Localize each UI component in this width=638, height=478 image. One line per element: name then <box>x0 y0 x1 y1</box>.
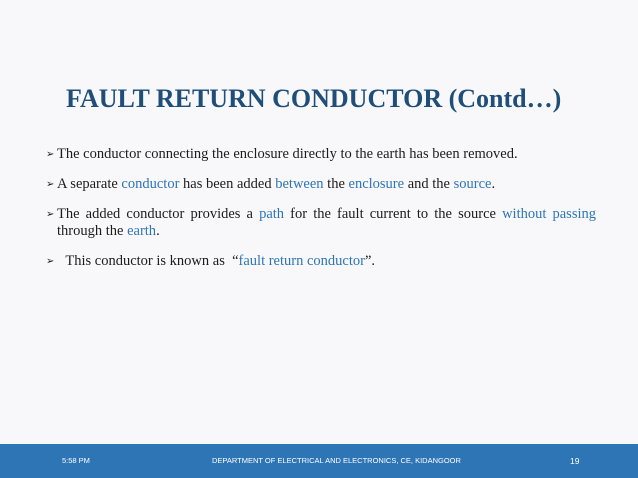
slide-number: 19 <box>570 456 580 466</box>
highlighted-term: fault return conductor <box>238 253 365 269</box>
highlighted-term: without passing <box>502 206 597 222</box>
slide-title: FAULT RETURN CONDUCTOR (Contd…) <box>66 84 562 113</box>
bullet-text: . <box>491 176 496 192</box>
bullet-text: The conductor connecting the enclosure directly to the earth has been removed. <box>57 146 518 162</box>
highlighted-term: between <box>275 176 324 192</box>
bullet-item-2 <box>46 176 596 193</box>
arrow-bullet-icon: ➢ <box>46 209 55 220</box>
bullet-item-3 <box>46 206 596 240</box>
footer-time: 5:58 PM <box>62 456 90 465</box>
highlighted-term: conductor <box>121 176 180 192</box>
highlighted-term: path <box>259 206 285 222</box>
arrow-bullet-icon: ➢ <box>46 256 55 267</box>
bullet-text: ”. <box>364 253 376 269</box>
highlighted-term: source <box>453 176 492 192</box>
highlighted-term: enclosure <box>348 176 405 192</box>
bullet-text: A separate <box>57 176 122 192</box>
bullet-text: through the <box>57 223 128 239</box>
bullet-text: This conductor is known as “ <box>62 253 239 269</box>
footer-department: DEPARTMENT OF ELECTRICAL AND ELECTRONICS, CE, KIDANGOOR <box>212 456 461 465</box>
bullet-text: has been added <box>179 176 276 192</box>
arrow-bullet-icon: ➢ <box>46 179 55 190</box>
bullet-text: for the fault current to the source <box>284 206 503 222</box>
bullet-text: the <box>323 176 349 192</box>
bullet-text: and the <box>404 176 454 192</box>
bullet-text: The added conductor provides a <box>57 206 260 222</box>
bullet-item-1 <box>46 146 596 163</box>
highlighted-term: earth <box>127 223 157 239</box>
arrow-bullet-icon: ➢ <box>46 149 55 160</box>
bullet-list <box>46 146 596 283</box>
bullet-item-4 <box>46 253 596 270</box>
bullet-text: . <box>156 223 160 239</box>
